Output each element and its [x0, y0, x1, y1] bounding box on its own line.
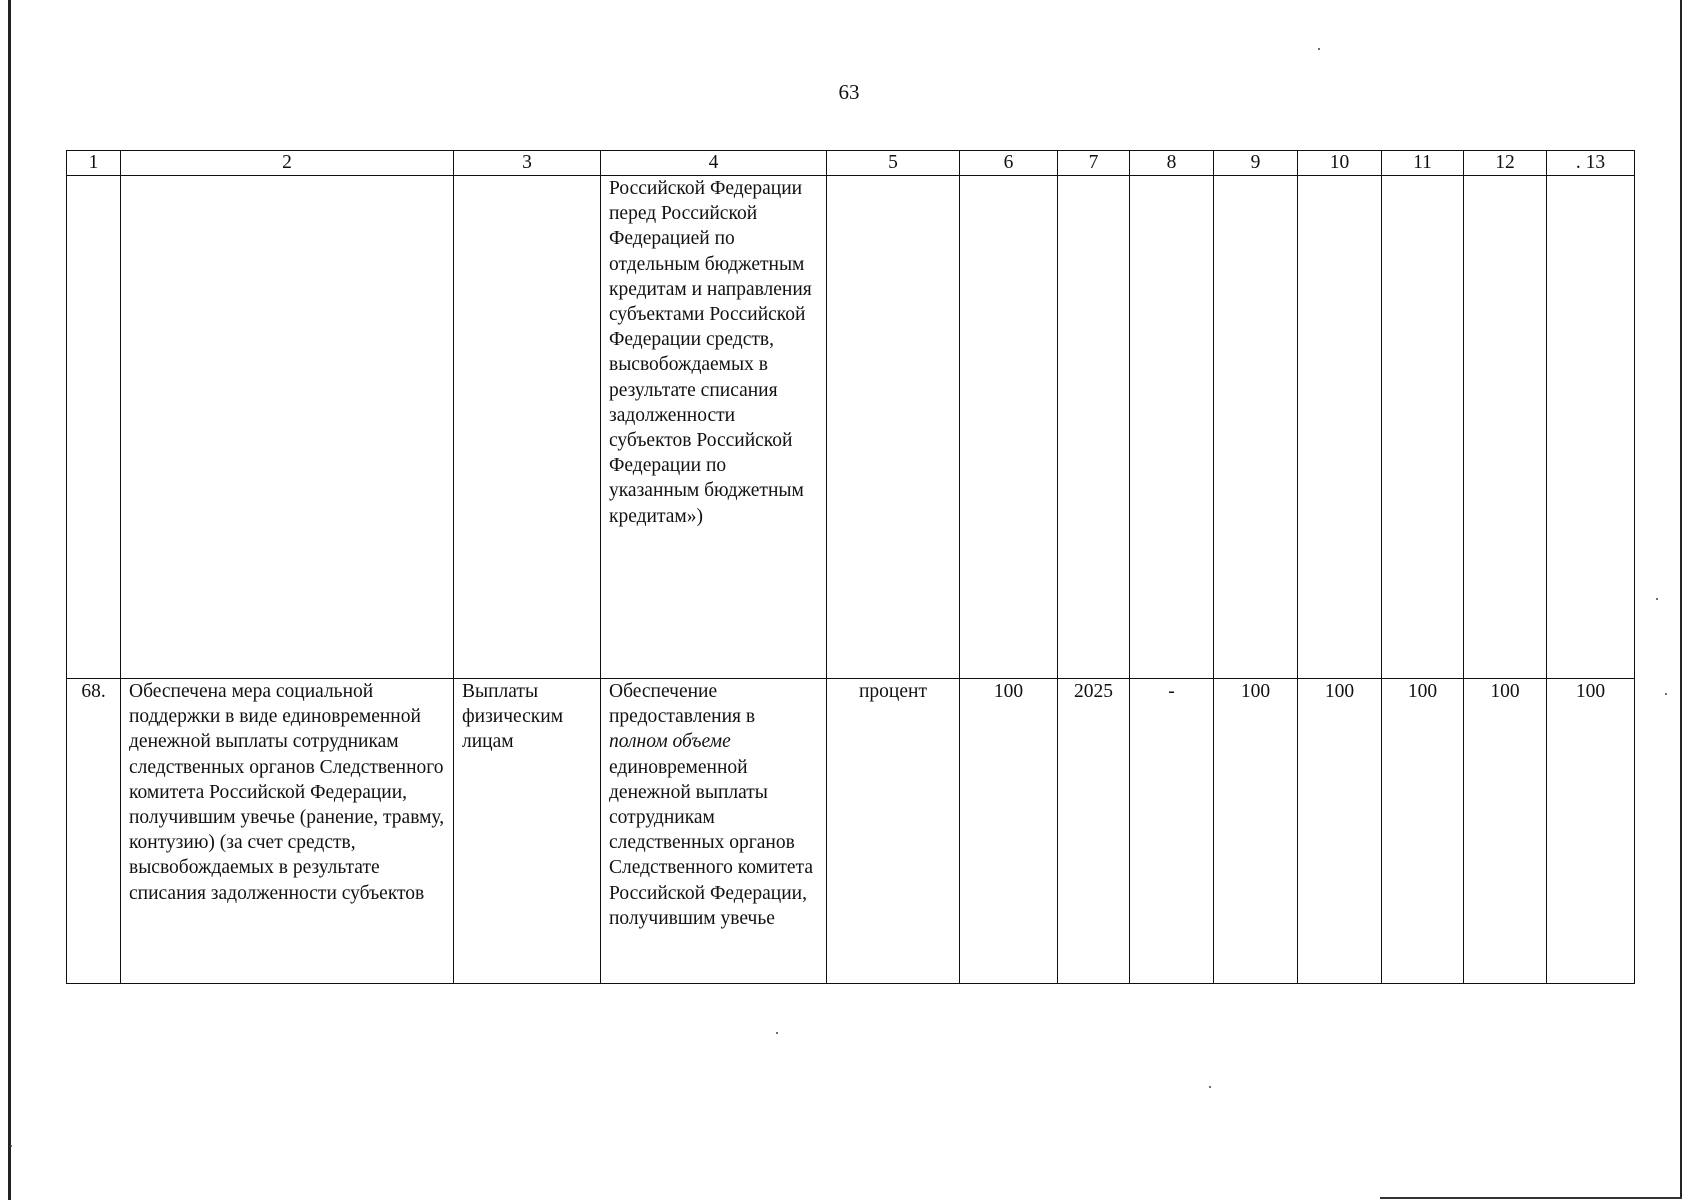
scan-speck [1665, 693, 1667, 695]
cell-value-11: 100 [1382, 679, 1464, 984]
scan-border-right [1680, 0, 1682, 1198]
cell-value-13 [1547, 176, 1635, 679]
scan-border-bottom [1380, 1197, 1682, 1199]
column-number-11: 11 [1382, 151, 1464, 176]
cell-value-11 [1382, 176, 1464, 679]
column-number-5: 5 [827, 151, 960, 176]
cell-unit [827, 176, 960, 679]
scan-speck [10, 1145, 12, 1147]
column-number-4: 4 [601, 151, 827, 176]
column-number-12: 12 [1464, 151, 1547, 176]
column-number-3: 3 [454, 151, 601, 176]
scan-border-left [8, 0, 11, 1200]
cell-result-type: Выплаты физическим лицам [454, 679, 601, 984]
cell-base-value [960, 176, 1058, 679]
scan-speck [776, 1032, 778, 1034]
cell-base-year: 2025 [1058, 679, 1130, 984]
cell-result-name [121, 176, 454, 679]
column-number-7: 7 [1058, 151, 1130, 176]
column-number-row [67, 151, 1635, 176]
budget-indicator-table [66, 150, 1635, 984]
cell-value-8: - [1130, 679, 1214, 984]
page-number: 63 [838, 80, 860, 104]
cell-base-year [1058, 176, 1130, 679]
column-number-10: 10 [1298, 151, 1382, 176]
cell-number: 68. [67, 679, 121, 984]
column-number-9: 9 [1214, 151, 1298, 176]
table-row-continuation [67, 176, 1635, 679]
cell-result-type [454, 176, 601, 679]
cell-value-13: 100 [1547, 679, 1635, 984]
scan-speck [1656, 598, 1658, 600]
cell-value-12 [1464, 176, 1547, 679]
cell-value-9 [1214, 176, 1298, 679]
column-number-6: 6 [960, 151, 1058, 176]
cell-number [67, 176, 121, 679]
cell-result-name: Обеспечена мера социальной поддержки в виде единовременной денежной выплаты сотрудникам следственных органов Следственного комитета Российской Федерации, получившим увечье (ранение, травму, контузию) (за счет средств, высвобождаемых в результате списания задолженности субъектов [121, 679, 454, 984]
description-text-start: Обеспечение предоставления в [609, 681, 756, 728]
cell-value-12: 100 [1464, 679, 1547, 984]
description-text-italic: полном объеме [609, 731, 731, 753]
description-text-end: единовременной денежной выплаты сотрудникам следственных органов Следственного комитета Российской Федерации, получившим увечье [609, 756, 813, 929]
column-number-2: 2 [121, 151, 454, 176]
scan-speck [1318, 48, 1320, 50]
cell-value-10 [1298, 176, 1382, 679]
cell-description [601, 679, 827, 984]
cell-base-value: 100 [960, 679, 1058, 984]
cell-description: Российской Федерации перед Российской Федерацией по отдельным бюджетным кредитам и направления субъектами Российской Федерации средств, высвобождаемых в результате списания задолженности субъектов Российской Федерации по указанным бюджетным кредитам») [601, 176, 827, 679]
column-number-1: 1 [67, 151, 121, 176]
cell-value-8 [1130, 176, 1214, 679]
column-number-8: 8 [1130, 151, 1214, 176]
cell-value-9: 100 [1214, 679, 1298, 984]
column-number-13: . 13 [1547, 151, 1635, 176]
cell-unit: процент [827, 679, 960, 984]
cell-value-10: 100 [1298, 679, 1382, 984]
table-row-68 [67, 679, 1635, 984]
scan-speck [1209, 1086, 1211, 1088]
